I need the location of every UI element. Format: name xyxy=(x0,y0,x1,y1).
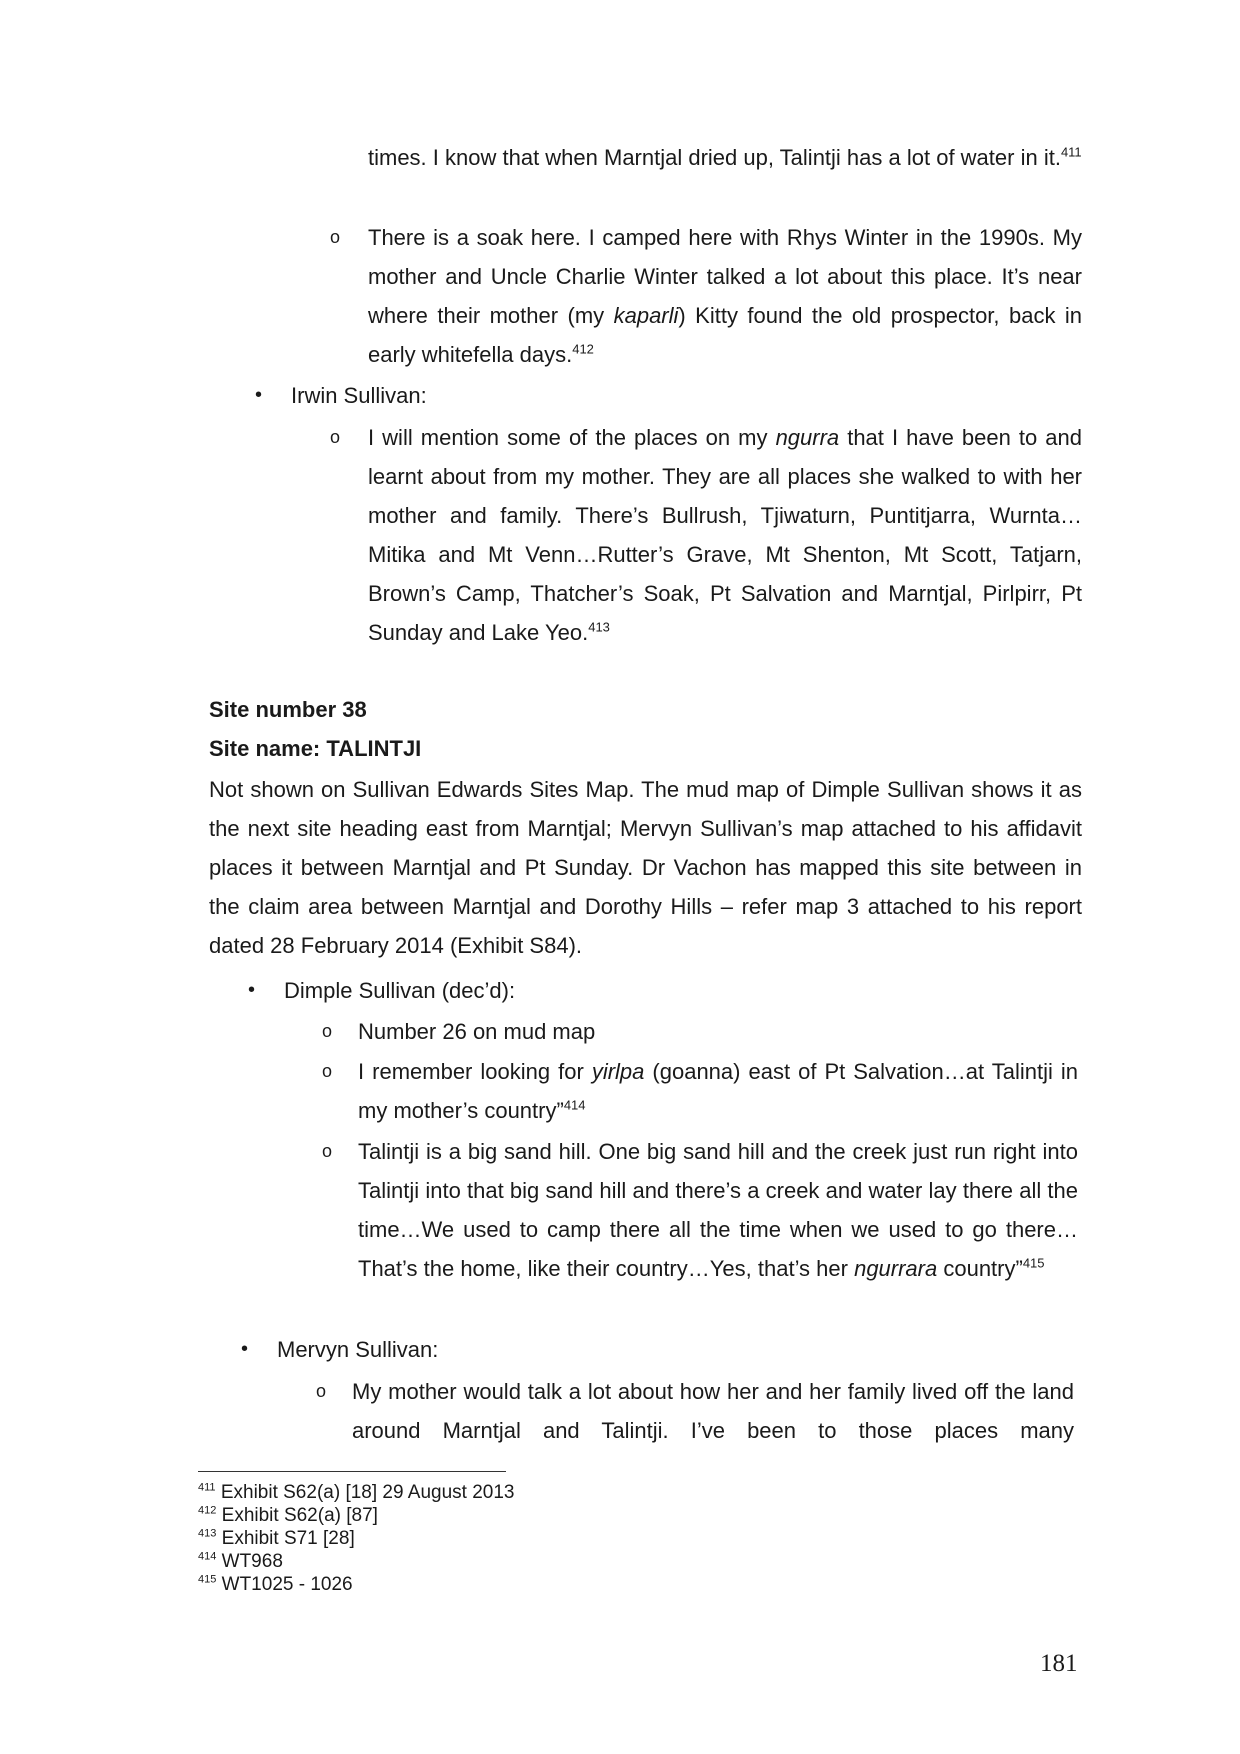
list-item xyxy=(358,1132,1078,1288)
footnote xyxy=(198,1551,283,1572)
footnote-ref-412: 412 xyxy=(572,341,594,357)
footnote-number: 411 xyxy=(198,1481,216,1494)
site-number-heading: Site number 38 xyxy=(209,697,367,722)
footnote-text: WT968 xyxy=(221,1551,283,1572)
list-item xyxy=(368,218,1082,374)
footnote-ref-411: 411 xyxy=(1060,144,1082,160)
speaker-label: Dimple Sullivan (dec’d): xyxy=(284,978,516,1003)
term-kaparli: kaparli xyxy=(613,303,679,328)
circle-bullet-icon: o xyxy=(316,1381,327,1401)
circle-bullet-icon: o xyxy=(322,1141,333,1161)
footnote xyxy=(198,1482,514,1503)
list-item: My mother would talk a lot about how her and her family lived off the land around Marntjal and Talintji. I’ve been to those places many xyxy=(352,1379,1074,1443)
bullet-icon: • xyxy=(255,384,263,406)
footnote-number: 414 xyxy=(198,1550,217,1563)
footnote xyxy=(198,1528,355,1549)
footnote-text: Exhibit S71 [28] xyxy=(221,1528,355,1549)
term-ngurrara: ngurrara xyxy=(854,1256,938,1281)
continuation-paragraph xyxy=(368,138,1082,177)
list-item: Number 26 on mud map xyxy=(358,1019,596,1044)
circle-bullet-icon: o xyxy=(322,1021,333,1041)
item-text: that I have been to and learnt about from my mother. They are all places she walked to with her mother and family. There’s Bullrush, Tjiwaturn, Puntitjarra, Wurnta…Mitika and Mt Venn…Rutter’s Grave, Mt Shenton, Mt Scott, Tatjarn, Brown’s Camp, Thatcher’s Soak, Pt Salvation and Marntjal, Pirlpirr, Pt Sunday and Lake Yeo. xyxy=(368,425,1083,645)
speaker-label: Mervyn Sullivan: xyxy=(277,1337,439,1362)
footnote-text: WT1025 - 1026 xyxy=(221,1574,353,1595)
continuation-text: times. I know that when Marntjal dried up, Talintji has a lot of water in it. xyxy=(368,145,1061,170)
list-item xyxy=(358,1052,1078,1130)
item-text: (goanna) east of Pt Salvation…at Talintji in my mother’s country” xyxy=(358,1059,1078,1123)
circle-bullet-icon: o xyxy=(330,227,341,247)
item-text: country” xyxy=(937,1256,1023,1281)
bullet-icon: • xyxy=(241,1338,249,1360)
footnote-ref-413: 413 xyxy=(588,619,610,635)
site-name-heading: Site name: TALINTJI xyxy=(209,736,422,761)
speaker-label: Irwin Sullivan: xyxy=(291,383,427,408)
footnote-separator xyxy=(198,1471,506,1472)
item-text: Talintji is a big sand hill. One big sand hill and the creek just run right into Talintji into that big sand hill and there’s a creek and water lay there all the time…We used to camp there all the time when we used to go there…That’s the home, like their country…Yes, that’s her xyxy=(358,1139,1078,1281)
footnote xyxy=(198,1574,353,1595)
item-text: There is a soak here. I camped here with Rhys Winter in the 1990s. My mother and Uncle Charlie Winter talked a lot about this place. It’s near where their mother (my xyxy=(368,225,1082,328)
footnote-number: 415 xyxy=(198,1573,217,1586)
item-text: I will mention some of the places on my xyxy=(368,425,776,450)
bullet-icon: • xyxy=(248,979,256,1001)
footnote-number: 413 xyxy=(198,1527,217,1540)
footnote xyxy=(198,1505,378,1526)
list-item xyxy=(368,418,1082,652)
footnote-text: Exhibit S62(a) [18] 29 August 2013 xyxy=(220,1482,515,1503)
circle-bullet-icon: o xyxy=(330,427,341,447)
term-yirlpa: yirlpa xyxy=(591,1059,645,1084)
footnote-ref-414: 414 xyxy=(563,1097,586,1113)
footnote-number: 412 xyxy=(198,1504,217,1517)
page-number: 181 xyxy=(1040,1650,1078,1677)
item-text: I remember looking for xyxy=(358,1059,592,1084)
circle-bullet-icon: o xyxy=(322,1061,333,1081)
site-description: Not shown on Sullivan Edwards Sites Map. The mud map of Dimple Sullivan shows it as the next site heading east from Marntjal; Mervyn Sullivan’s map attached to his affidavit places it between Marntjal and Pt Sunday. Dr Vachon has mapped this site between in the claim area between Marntjal and Dorothy Hills – refer map 3 attached to his report dated 28 February 2014 (Exhibit S84). xyxy=(209,777,1082,958)
footnote-ref-415: 415 xyxy=(1022,1255,1045,1271)
footnote-text: Exhibit S62(a) [87] xyxy=(221,1505,378,1526)
item-text: ) Kitty found the old prospector, back in early whitefella days. xyxy=(368,303,1083,367)
term-ngurra: ngurra xyxy=(775,425,840,450)
